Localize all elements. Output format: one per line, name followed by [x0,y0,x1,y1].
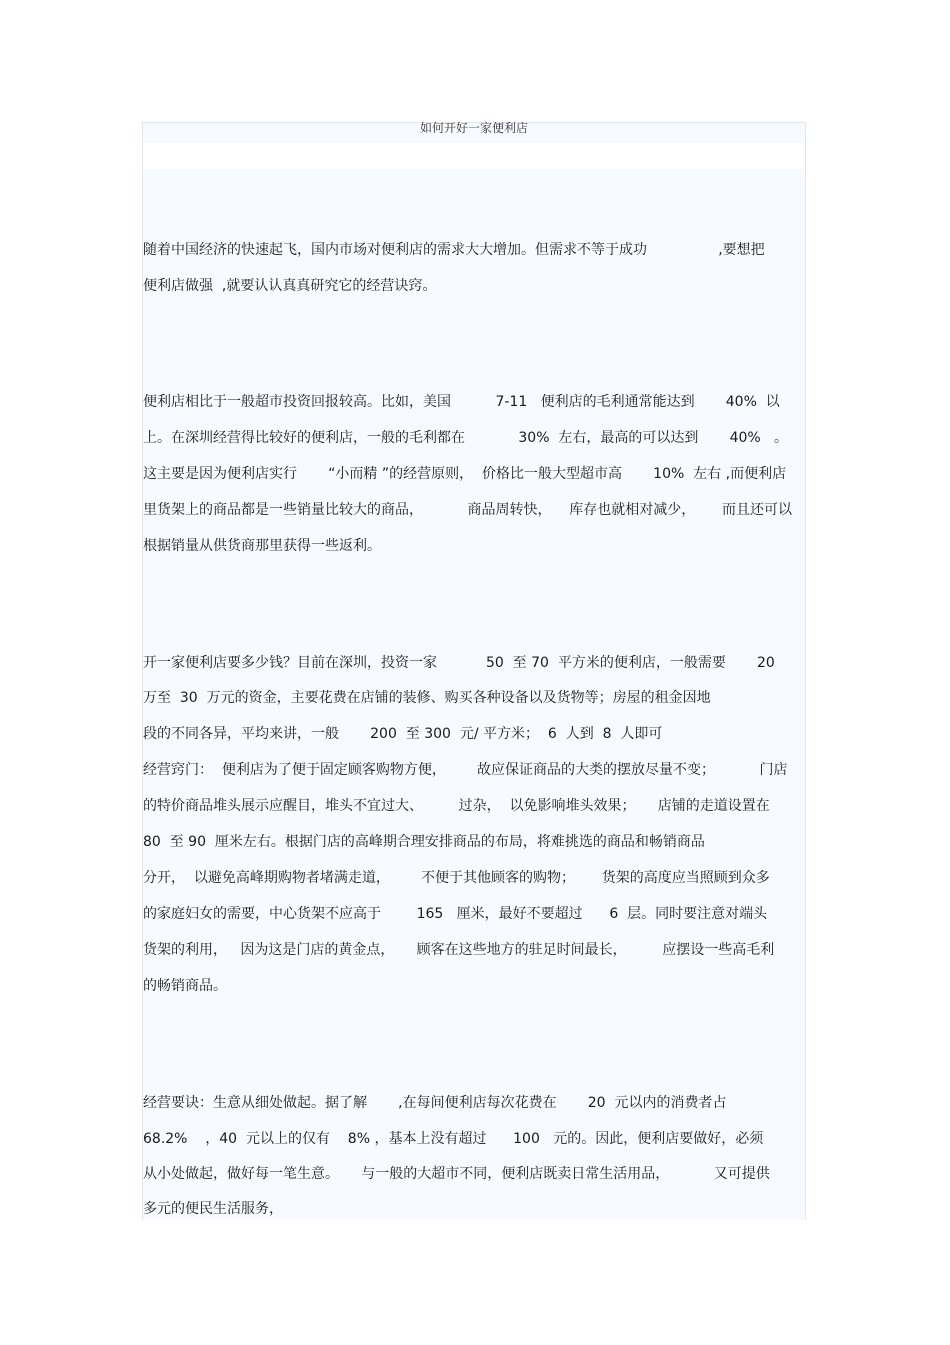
paragraph-3-line-2: 万至 30 万元的资金，主要花费在店铺的装修、购买各种设备以及货物等；房屋的租金因地 [143,690,711,706]
paragraph-1-line-1: 随着中国经济的快速起飞，国内市场对便利店的需求大大增加。但需求不等于成功 ,要想把 [143,242,765,258]
paragraph-3-line-1: 开一家便利店要多少钱？目前在深圳，投资一家 50 至 70 平方米的便利店，一般需要 20 [143,655,775,671]
paragraph-4-line-4: 多元的便民生活服务， [143,1201,283,1217]
header-gap [143,143,805,169]
paragraph-3-line-7: 分开， 以避免高峰期购物者堵满走道， 不便于其他顾客的购物； 货架的高度应当照顾到众多 [143,870,770,886]
paragraph-2-line-2: 上。在深圳经营得比较好的便利店，一般的毛利都在 30% 左右，最高的可以达到 40% 。 [143,430,789,446]
paragraph-4-line-3: 从小处做起，做好每一笔生意。 与一般的大超市不同，便利店既卖日常生活用品， 又可提供 [143,1166,770,1182]
paragraph-3-line-6: 80 至 90 厘米左右。根据门店的高峰期合理安排商品的布局，将难挑选的商品和畅销商品 [143,834,705,850]
paragraph-2-line-1: 便利店相比于一般超市投资回报较高。比如，美国 7-11 便利店的毛利通常能达到 40% 以 [143,394,780,410]
paragraph-2-line-3: 这主要是因为便利店实行 “小而精 ”的经营原则， 价格比一般大型超市高 10% 左右 ,而便利店 [143,466,787,482]
paragraph-3-line-4: 经营窍门： 便利店为了便于固定顾客购物方便， 故应保证商品的大类的摆放尽量不变； 门店 [143,762,788,778]
paragraph-3-line-10: 的畅销商品。 [143,978,227,994]
paragraph-4-line-1: 经营要诀：生意从细处做起。据了解 ,在每间便利店每次花费在 20 元以内的消费者占 [143,1095,727,1111]
paragraph-2-line-4: 里货架上的商品都是一些销量比较大的商品， 商品周转快， 库存也就相对减少， 而且还可以 [143,502,793,518]
paragraph-4-line-2: 68.2% ，40 元以上的仅有 8% ，基本上没有超过 100 元的。因此，便利店要做好，必须 [143,1131,764,1147]
paragraph-3-line-3: 段的不同各异，平均来讲，一般 200 至 300 元/ 平方米； 6 人到 8 人即可 [143,726,663,742]
paragraph-3-line-8: 的家庭妇女的需要，中心货架不应高于 165 厘米，最好不要超过 6 层。同时要注意对端头 [143,906,768,922]
paragraph-3-line-5: 的特价商品堆头展示应醒目，堆头不宜过大、 过杂， 以免影响堆头效果； 店铺的走道设置在 [143,798,770,814]
paragraph-2-line-5: 根据销量从供货商那里获得一些返利。 [143,538,381,554]
document-title: 如何开好一家便利店 [419,121,528,135]
paragraph-3-line-9: 货架的利用， 因为这是门店的黄金点， 顾客在这些地方的驻足时间最长， 应摆设一些高毛利 [143,942,775,958]
paragraph-1-line-2: 便利店做强 ,就要认认真真研究它的经营诀窍。 [143,278,437,294]
